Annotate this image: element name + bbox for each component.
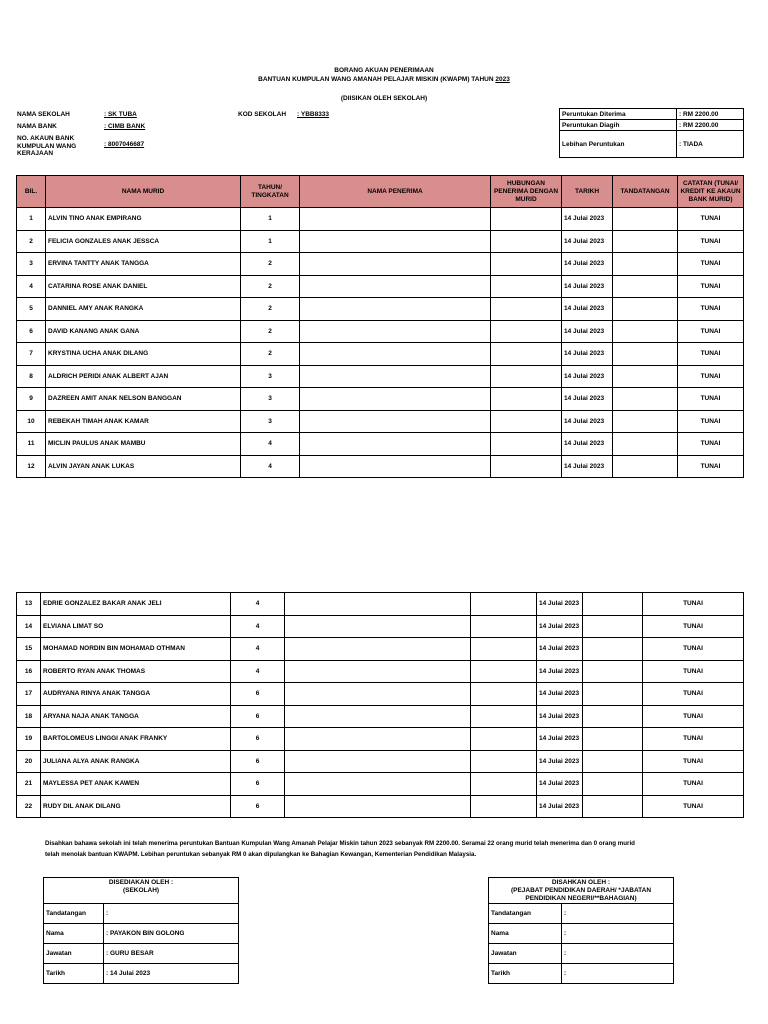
- school-name-value: : SK TUBA: [104, 111, 137, 118]
- table-row: [17, 298, 744, 321]
- cell-tarikh: 14 Julai 2023: [562, 230, 613, 253]
- table-row: [17, 593, 744, 616]
- verified-by-label: Nama: [489, 924, 562, 944]
- cell-tarikh: 14 Julai 2023: [537, 773, 583, 796]
- cell-catatan: TUNAI: [643, 638, 744, 661]
- cell-tahun: 6: [231, 705, 285, 728]
- cell-nama-murid: ALVIN JAYAN ANAK LUKAS: [46, 455, 241, 478]
- form-title: BORANG AKUAN PENERIMAAN: [334, 67, 434, 74]
- form-year: 2023: [495, 76, 510, 83]
- allocation-value: : TIADA: [677, 131, 744, 158]
- cell-tarikh: 14 Julai 2023: [562, 433, 613, 456]
- cell-tahun: 3: [241, 388, 300, 411]
- cell-catatan: TUNAI: [643, 795, 744, 818]
- cell-bil: 6: [17, 320, 46, 343]
- cell-catatan: TUNAI: [678, 455, 744, 478]
- cell-nama-murid: ERVINA TANTTY ANAK TANGGA: [46, 253, 241, 276]
- table-row: [17, 705, 744, 728]
- cell-tandatangan: [613, 455, 678, 478]
- cell-tarikh: 14 Julai 2023: [562, 320, 613, 343]
- cell-tarikh: 14 Julai 2023: [537, 795, 583, 818]
- cell-tarikh: 14 Julai 2023: [562, 208, 613, 231]
- cell-nama-penerima: [285, 773, 471, 796]
- cell-bil: 8: [17, 365, 46, 388]
- verified-by-heading-2: (PEJABAT PENDIDIKAN DAERAH/ *JABATAN PENDIDIKAN NEGERI/**BAHAGIAN): [510, 887, 652, 902]
- cell-catatan: TUNAI: [643, 773, 744, 796]
- prepared-by-heading: [44, 878, 239, 904]
- cell-nama-murid: ARYANA NAJA ANAK TANGGA: [41, 705, 231, 728]
- cell-bil: 7: [17, 343, 46, 366]
- allocation-label: Peruntukan Diterima: [560, 109, 677, 120]
- cell-tandatangan: [613, 343, 678, 366]
- cell-tarikh: 14 Julai 2023: [562, 410, 613, 433]
- prepared-by-value: : PAYAKON BIN GOLONG: [104, 924, 239, 944]
- bank-name-label: NAMA BANK: [17, 123, 57, 130]
- table-row: [17, 230, 744, 253]
- cell-tarikh: 14 Julai 2023: [537, 683, 583, 706]
- cell-tahun: 4: [241, 433, 300, 456]
- header-tarikh: TARIKH: [562, 176, 613, 208]
- cell-nama-penerima: [300, 365, 491, 388]
- cell-nama-murid: MICLIN PAULUS ANAK MAMBU: [46, 433, 241, 456]
- cell-catatan: TUNAI: [678, 343, 744, 366]
- cell-catatan: TUNAI: [643, 683, 744, 706]
- cell-nama-penerima: [300, 320, 491, 343]
- cell-nama-murid: ALDRICH PERIDI ANAK ALBERT AJAN: [46, 365, 241, 388]
- cell-catatan: TUNAI: [678, 365, 744, 388]
- header-bil: BIL.: [17, 176, 46, 208]
- prepared-by-label: Tarikh: [44, 964, 104, 984]
- cell-bil: 4: [17, 275, 46, 298]
- header-nama-murid: NAMA MURID: [46, 176, 241, 208]
- cell-hubungan: [471, 728, 537, 751]
- school-code-label: KOD SEKOLAH: [238, 111, 287, 118]
- cell-catatan: TUNAI: [678, 388, 744, 411]
- verified-by-value: :: [562, 944, 674, 964]
- cell-nama-penerima: [300, 208, 491, 231]
- cell-nama-murid: ROBERTO RYAN ANAK THOMAS: [41, 660, 231, 683]
- prepared-by-heading-2: (SEKOLAH): [122, 887, 160, 894]
- cell-nama-murid: KRYSTINA UCHA ANAK DILANG: [46, 343, 241, 366]
- cell-bil: 12: [17, 455, 46, 478]
- header-tahun: TAHUN/ TINGKATAN: [241, 176, 300, 208]
- prepared-by-header-row: [44, 878, 239, 904]
- cell-tandatangan: [613, 320, 678, 343]
- verified-by-value: :: [562, 964, 674, 984]
- cell-nama-penerima: [285, 705, 471, 728]
- cell-tahun: 4: [231, 638, 285, 661]
- verified-by-row: [489, 964, 674, 984]
- prepared-by-label: Tandatangan: [44, 904, 104, 924]
- cell-hubungan: [471, 795, 537, 818]
- bank-account-value: : 8007046687: [104, 141, 145, 148]
- cell-nama-penerima: [285, 750, 471, 773]
- allocation-value: : RM 2200.00: [677, 109, 744, 120]
- prepared-by-value: : GURU BESAR: [104, 944, 239, 964]
- cell-catatan: TUNAI: [643, 750, 744, 773]
- cell-hubungan: [491, 230, 562, 253]
- cell-hubungan: [491, 455, 562, 478]
- cell-tahun: 4: [241, 455, 300, 478]
- cell-nama-murid: EDRIE GONZALEZ BAKAR ANAK JELI: [41, 593, 231, 616]
- prepared-by-value: : 14 Julai 2023: [104, 964, 239, 984]
- cell-hubungan: [471, 615, 537, 638]
- cell-tahun: 2: [241, 298, 300, 321]
- cell-hubungan: [491, 433, 562, 456]
- cell-bil: 21: [17, 773, 41, 796]
- declaration-text: [45, 838, 725, 860]
- header-nama-penerima: NAMA PENERIMA: [300, 176, 491, 208]
- cell-nama-penerima: [300, 410, 491, 433]
- cell-bil: 10: [17, 410, 46, 433]
- prepared-by-row: [44, 944, 239, 964]
- bank-account-label: NO. AKAUN BANK KUMPULAN WANG KERAJAAN: [17, 135, 77, 157]
- prepared-by-label: Jawatan: [44, 944, 104, 964]
- recipients-table-continued: [16, 592, 744, 818]
- cell-nama-murid: ELVIANA LIMAT SO: [41, 615, 231, 638]
- cell-tahun: 4: [231, 660, 285, 683]
- cell-catatan: TUNAI: [643, 615, 744, 638]
- cell-hubungan: [471, 593, 537, 616]
- cell-tarikh: 14 Julai 2023: [537, 728, 583, 751]
- cell-hubungan: [491, 410, 562, 433]
- cell-catatan: TUNAI: [678, 410, 744, 433]
- recipients-table: [16, 175, 744, 478]
- cell-hubungan: [471, 660, 537, 683]
- prepared-by-row: [44, 964, 239, 984]
- table-row: [17, 253, 744, 276]
- cell-hubungan: [491, 253, 562, 276]
- prepared-by-row: [44, 904, 239, 924]
- allocation-label: Peruntukan Diagih: [560, 120, 677, 131]
- form-instruction: (DIISIKAN OLEH SEKOLAH): [340, 95, 428, 102]
- cell-bil: 1: [17, 208, 46, 231]
- cell-tahun: 6: [231, 773, 285, 796]
- cell-tarikh: 14 Julai 2023: [562, 275, 613, 298]
- cell-tarikh: 14 Julai 2023: [562, 455, 613, 478]
- cell-tandatangan: [613, 298, 678, 321]
- cell-tandatangan: [583, 593, 643, 616]
- allocation-value: : RM 2200.00: [677, 120, 744, 131]
- cell-tahun: 1: [241, 230, 300, 253]
- allocation-row: [560, 131, 744, 158]
- allocation-row: [560, 109, 744, 120]
- cell-tarikh: 14 Julai 2023: [537, 750, 583, 773]
- table-row: [17, 773, 744, 796]
- cell-bil: 16: [17, 660, 41, 683]
- cell-catatan: TUNAI: [678, 253, 744, 276]
- cell-tahun: 2: [241, 343, 300, 366]
- cell-bil: 2: [17, 230, 46, 253]
- cell-tandatangan: [583, 615, 643, 638]
- cell-hubungan: [491, 298, 562, 321]
- cell-catatan: TUNAI: [678, 208, 744, 231]
- cell-nama-murid: RUDY DIL ANAK DILANG: [41, 795, 231, 818]
- cell-nama-murid: BARTOLOMEUS LINGGI ANAK FRANKY: [41, 728, 231, 751]
- prepared-by-row: [44, 924, 239, 944]
- cell-tahun: 6: [231, 728, 285, 751]
- cell-tandatangan: [613, 275, 678, 298]
- header-catatan: CATATAN (TUNAI/ KREDIT KE AKAUN BANK MURID): [678, 176, 744, 208]
- cell-hubungan: [491, 388, 562, 411]
- cell-tarikh: 14 Julai 2023: [562, 365, 613, 388]
- allocation-row: [560, 120, 744, 131]
- verified-by-row: [489, 924, 674, 944]
- header-tandatangan: TANDATANGAN: [613, 176, 678, 208]
- cell-tahun: 3: [241, 365, 300, 388]
- cell-bil: 18: [17, 705, 41, 728]
- verified-by-table: [488, 877, 674, 984]
- cell-tandatangan: [583, 638, 643, 661]
- form-subtitle: [0, 76, 768, 83]
- cell-catatan: TUNAI: [643, 660, 744, 683]
- cell-catatan: TUNAI: [678, 320, 744, 343]
- cell-nama-penerima: [300, 253, 491, 276]
- declaration-line-2: telah menolak bantuan KWAPM. Lebihan peruntukan sebanyak RM 0 akan dipulangkan ke Bahagian Kewangan, Kementerian Pendidikan Malaysia.: [45, 851, 477, 858]
- cell-tandatangan: [613, 410, 678, 433]
- prepared-by-label: Nama: [44, 924, 104, 944]
- cell-tahun: 6: [231, 795, 285, 818]
- cell-nama-penerima: [285, 683, 471, 706]
- verified-by-row: [489, 944, 674, 964]
- cell-hubungan: [491, 275, 562, 298]
- cell-tarikh: 14 Julai 2023: [537, 615, 583, 638]
- cell-nama-penerima: [300, 433, 491, 456]
- cell-bil: 17: [17, 683, 41, 706]
- allocation-label: Lebihan Peruntukan: [560, 131, 677, 158]
- cell-hubungan: [471, 750, 537, 773]
- school-name-label: NAMA SEKOLAH: [17, 111, 70, 118]
- school-code-value: [297, 111, 329, 118]
- verified-by-value: :: [562, 924, 674, 944]
- table-row: [17, 320, 744, 343]
- verified-by-header-row: [489, 878, 674, 904]
- cell-bil: 11: [17, 433, 46, 456]
- cell-tarikh: 14 Julai 2023: [562, 388, 613, 411]
- cell-nama-penerima: [285, 660, 471, 683]
- cell-hubungan: [491, 208, 562, 231]
- table-row: [17, 683, 744, 706]
- declaration-line-1: Disahkan bahawa sekolah ini telah menerima peruntukan Bantuan Kumpulan Wang Amanah Pelajar Miskin tahun 2023 sebanyak RM 2200.00. Seramai 22 orang murid telah menerima dan 0 orang murid: [45, 840, 635, 847]
- table-header-row: [17, 176, 744, 208]
- cell-tahun: 6: [231, 750, 285, 773]
- cell-bil: 5: [17, 298, 46, 321]
- cell-tandatangan: [583, 683, 643, 706]
- cell-tahun: 2: [241, 320, 300, 343]
- verified-by-label: Jawatan: [489, 944, 562, 964]
- cell-hubungan: [491, 343, 562, 366]
- cell-nama-penerima: [300, 275, 491, 298]
- table-row: [17, 410, 744, 433]
- verified-by-value: :: [562, 904, 674, 924]
- cell-nama-murid: FELICIA GONZALES ANAK JESSCA: [46, 230, 241, 253]
- table-row: [17, 615, 744, 638]
- cell-nama-penerima: [285, 728, 471, 751]
- cell-nama-murid: CATARINA ROSE ANAK DANIEL: [46, 275, 241, 298]
- table-row: [17, 343, 744, 366]
- cell-nama-penerima: [285, 638, 471, 661]
- cell-tandatangan: [613, 433, 678, 456]
- cell-hubungan: [491, 365, 562, 388]
- cell-catatan: TUNAI: [678, 275, 744, 298]
- cell-bil: 13: [17, 593, 41, 616]
- cell-hubungan: [471, 773, 537, 796]
- cell-nama-murid: DAVID KANANG ANAK GANA: [46, 320, 241, 343]
- table-row: [17, 388, 744, 411]
- verified-by-label: Tarikh: [489, 964, 562, 984]
- cell-tarikh: 14 Julai 2023: [562, 343, 613, 366]
- cell-tarikh: 14 Julai 2023: [562, 253, 613, 276]
- table-row: [17, 208, 744, 231]
- cell-catatan: TUNAI: [643, 705, 744, 728]
- cell-bil: 19: [17, 728, 41, 751]
- cell-tahun: 2: [241, 253, 300, 276]
- table-row: [17, 660, 744, 683]
- table-row: [17, 795, 744, 818]
- cell-tandatangan: [583, 728, 643, 751]
- cell-nama-penerima: [300, 455, 491, 478]
- header-hubungan: HUBUNGAN PENERIMA DENGAN MURID: [491, 176, 562, 208]
- table-row: [17, 365, 744, 388]
- cell-nama-penerima: [300, 388, 491, 411]
- cell-nama-murid: JULIANA ALYA ANAK RANGKA: [41, 750, 231, 773]
- table-row: [17, 433, 744, 456]
- cell-nama-penerima: [300, 298, 491, 321]
- cell-tahun: 3: [241, 410, 300, 433]
- cell-tarikh: 14 Julai 2023: [537, 705, 583, 728]
- cell-nama-murid: MOHAMAD NORDIN BIN MOHAMAD OTHMAN: [41, 638, 231, 661]
- cell-tandatangan: [613, 365, 678, 388]
- cell-bil: 20: [17, 750, 41, 773]
- cell-tandatangan: [613, 388, 678, 411]
- cell-bil: 15: [17, 638, 41, 661]
- school-code-text: : YBB8333: [297, 111, 330, 118]
- bank-name-value: : CIMB BANK: [104, 123, 146, 130]
- verified-by-label: Tandatangan: [489, 904, 562, 924]
- table-row: [17, 728, 744, 751]
- cell-nama-murid: ALVIN TINO ANAK EMPIRANG: [46, 208, 241, 231]
- prepared-by-value: :: [104, 904, 239, 924]
- cell-hubungan: [471, 683, 537, 706]
- allocation-table: [559, 108, 744, 158]
- cell-tandatangan: [613, 253, 678, 276]
- cell-tandatangan: [583, 795, 643, 818]
- cell-bil: 14: [17, 615, 41, 638]
- cell-tarikh: 14 Julai 2023: [537, 638, 583, 661]
- cell-tandatangan: [583, 705, 643, 728]
- cell-tahun: 1: [241, 208, 300, 231]
- cell-bil: 22: [17, 795, 41, 818]
- cell-tahun: 6: [231, 683, 285, 706]
- verified-by-heading: [489, 878, 674, 904]
- table-row: [17, 638, 744, 661]
- cell-nama-penerima: [285, 615, 471, 638]
- cell-catatan: TUNAI: [678, 230, 744, 253]
- table-row: [17, 750, 744, 773]
- cell-hubungan: [491, 320, 562, 343]
- cell-nama-murid: DANNIEL AMY ANAK RANGKA: [46, 298, 241, 321]
- table-row: [17, 275, 744, 298]
- cell-tandatangan: [613, 230, 678, 253]
- cell-nama-penerima: [300, 230, 491, 253]
- cell-catatan: TUNAI: [643, 593, 744, 616]
- cell-tahun: 4: [231, 593, 285, 616]
- cell-nama-murid: DAZREEN AMIT ANAK NELSON BANGGAN: [46, 388, 241, 411]
- cell-tarikh: 14 Julai 2023: [537, 593, 583, 616]
- verified-by-row: [489, 904, 674, 924]
- cell-tarikh: 14 Julai 2023: [562, 298, 613, 321]
- cell-tandatangan: [583, 750, 643, 773]
- cell-tandatangan: [613, 208, 678, 231]
- prepared-by-heading-1: DISEDIAKAN OLEH :: [108, 879, 174, 886]
- cell-tahun: 2: [241, 275, 300, 298]
- cell-bil: 3: [17, 253, 46, 276]
- cell-tahun: 4: [231, 615, 285, 638]
- cell-nama-murid: MAYLESSA PET ANAK KAWEN: [41, 773, 231, 796]
- cell-nama-penerima: [300, 343, 491, 366]
- cell-nama-penerima: [285, 795, 471, 818]
- cell-bil: 9: [17, 388, 46, 411]
- prepared-by-table: [43, 877, 239, 984]
- cell-hubungan: [471, 705, 537, 728]
- table-row: [17, 455, 744, 478]
- cell-tandatangan: [583, 773, 643, 796]
- cell-tarikh: 14 Julai 2023: [537, 660, 583, 683]
- cell-hubungan: [471, 638, 537, 661]
- cell-catatan: TUNAI: [643, 728, 744, 751]
- cell-tandatangan: [583, 660, 643, 683]
- cell-nama-penerima: [285, 593, 471, 616]
- form-subtitle-text: BANTUAN KUMPULAN WANG AMANAH PELAJAR MISKIN (KWAPM) TAHUN: [258, 76, 496, 83]
- verified-by-heading-1: DISAHKAN OLEH :: [551, 879, 611, 886]
- cell-nama-murid: AUDRYANA RINYA ANAK TANGGA: [41, 683, 231, 706]
- cell-catatan: TUNAI: [678, 298, 744, 321]
- cell-catatan: TUNAI: [678, 433, 744, 456]
- cell-nama-murid: REBEKAH TIMAH ANAK KAMAR: [46, 410, 241, 433]
